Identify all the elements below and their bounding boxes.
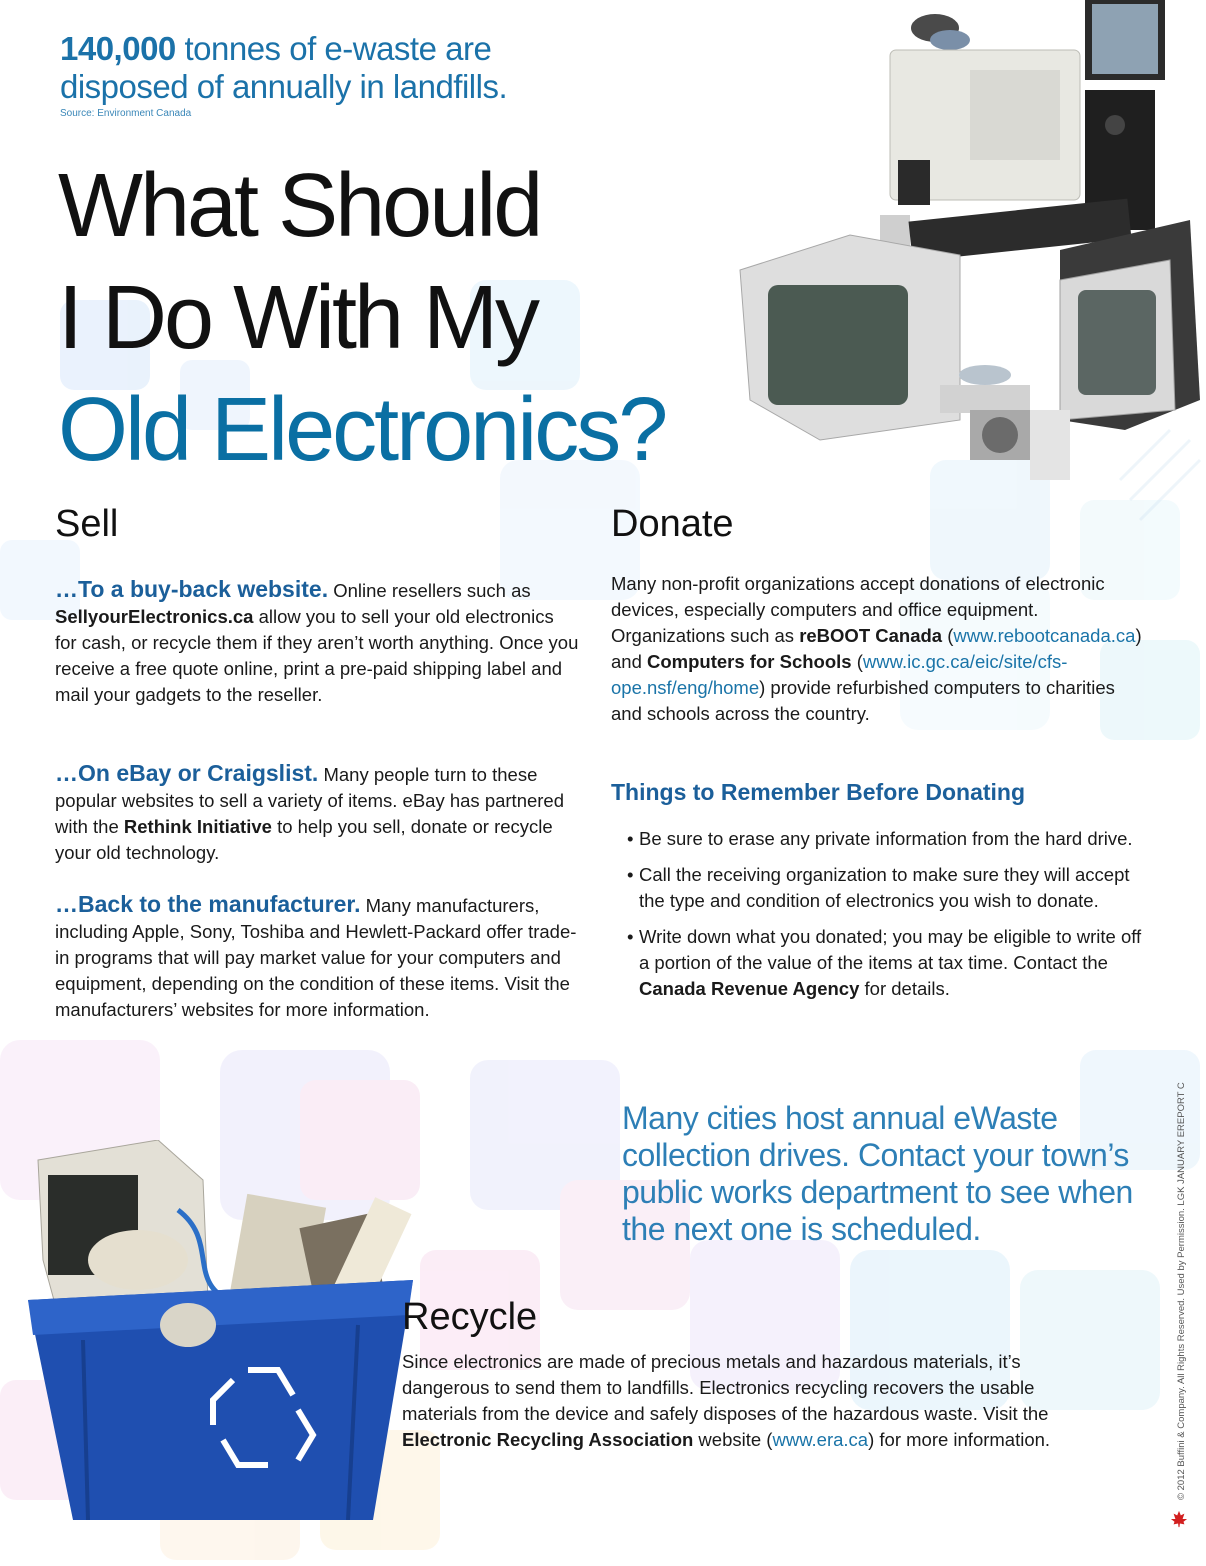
donate-text-end: provide refurbished computers to charities and schools across the country.: [611, 677, 1115, 724]
title-line-1: What Should: [58, 156, 541, 256]
copyright-notice: © 2012 Buffini & Company. All Rights Reserved. Used by Permission. LGK JANUARY EREPORT C: [1176, 1082, 1187, 1500]
page-title: [58, 150, 665, 486]
donate-and: and: [611, 651, 648, 672]
cfs-link[interactable]: www.ic.gc.ca/eic/site/cfs-ope.nsf/eng/home: [611, 651, 1068, 698]
sell-item-text-end: allow you to sell your old electronics for cash, or recycle them if they aren’t worth anything. Once you receive a free quote online, print a pre-paid shipping label and mail your gadgets to the reseller.: [55, 606, 579, 705]
computer-pile-image: [730, 0, 1206, 480]
donate-text: Many non-profit organizations accept donations of electronic devices, especially computers and office equipment. Organizations such as: [611, 573, 1105, 646]
title-line-3: Old Electronics?: [58, 380, 666, 480]
list-item: • Write down what you donated; you may be eligible to write off a portion of the value of the items at tax time. Contact the Canada Revenue Agency for details.: [627, 926, 1142, 999]
sell-item-ebay: [55, 760, 580, 866]
recycle-text-end: ) for more information.: [868, 1429, 1051, 1450]
donate-subheading: Things to Remember Before Donating: [611, 779, 1026, 805]
sell-item-lead: …Back to the manufacturer.: [55, 891, 361, 917]
recycle-paragraph: [402, 1349, 1082, 1453]
donate-checklist: [611, 826, 1146, 1012]
sell-item-bold: SellyourElectronics.ca: [55, 606, 254, 627]
sell-item-bold: Rethink Initiative: [123, 816, 272, 837]
stat-number: 140,000: [60, 30, 176, 67]
sell-item-lead: …On eBay or Craigslist.: [55, 760, 319, 786]
org-reboot: reBOOT Canada: [799, 625, 943, 646]
sell-item-buyback: [55, 576, 580, 708]
reboot-link[interactable]: www.rebootcanada.ca: [953, 625, 1136, 646]
donate-heading: Donate: [611, 503, 734, 545]
bullet-text: Write down what you donated; you may be eligible to write off a portion of the value of the items at tax time. Contact the: [639, 926, 1142, 973]
bullet-text-end: for details.: [859, 978, 950, 999]
sell-item-text: Many manufacturers, including Apple, Sony, Toshiba and Hewlett-Packard offer trade-in programs that will pay market value for your computers and equipment, depending on the condition of these items. Visit the manufacturers’ websites for more information.: [55, 895, 577, 1020]
sell-item-manufacturer: [55, 891, 590, 1023]
org-computers-for-schools: Computers for Schools: [647, 651, 852, 672]
recycle-bold: Electronic Recycling Association: [402, 1429, 694, 1450]
sell-item-text-end: to help you sell, donate or recycle your old technology.: [55, 816, 553, 863]
title-line-2: I Do With My: [58, 268, 538, 368]
recycle-text-mid: website (: [693, 1429, 773, 1450]
maple-leaf-icon: [1170, 1510, 1188, 1528]
stat-text: tonnes of e-waste are disposed of annually in landfills.: [60, 30, 508, 105]
list-item: • Call the receiving organization to make sure they will accept the type and condition of electronics you wish to donate.: [627, 864, 1130, 911]
bullet-text: Call the receiving organization to make sure they will accept the type and condition of electronics you wish to donate.: [639, 864, 1130, 911]
ewaste-drive-callout: Many cities host annual eWaste collection drives. Contact your town’s public works department to see when the next one is scheduled.: [622, 1100, 1133, 1247]
recycle-heading: Recycle: [402, 1296, 538, 1338]
list-item: • Be sure to erase any private information from the hard drive.: [627, 828, 1133, 849]
sell-item-text: Online resellers such as: [328, 580, 531, 601]
bullet-text: Be sure to erase any private information from the hard drive.: [639, 828, 1133, 849]
sell-item-text: Many people turn to these popular websites to sell a variety of items. eBay has partnered with the: [55, 764, 565, 837]
sell-item-lead: …To a buy-back website.: [55, 576, 329, 602]
recycle-text: Since electronics are made of precious metals and hazardous materials, it’s dangerous to send them to landfills. Electronics recycling recovers the usable materials from the device and safely disposes of the hazardous waste. Visit the: [402, 1351, 1049, 1424]
donate-paragraph: Many non-profit organizations accept donations of electronic devices, especially computers and office equipment. Organizations such as reBOOT Canada (www.rebootcanada.ca) and Computers for Schools (www.ic.gc.ca/eic/site/cfs-ope.nsf/eng/home) provide refurbished computers to charities and schools across the country.: [611, 573, 1142, 724]
recycling-bin-image: [28, 1140, 428, 1520]
era-link[interactable]: www.era.ca: [772, 1429, 869, 1450]
stat-source: Source: Environment Canada: [60, 108, 192, 119]
sell-heading: Sell: [55, 503, 119, 545]
stat-callout: [60, 30, 620, 106]
bullet-bold: Canada Revenue Agency: [639, 978, 860, 999]
